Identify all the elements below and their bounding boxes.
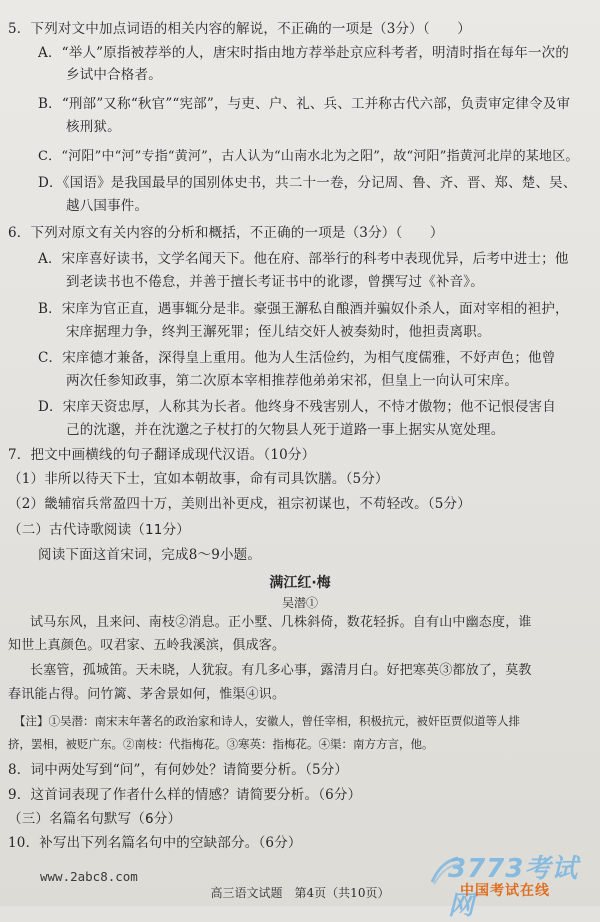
q6-option-b-line1: B．宋庠为官正直，遇事辄分是非。豪强王澥私自酿酒并骗奴仆杀人，面对宰相的袒护， (38, 301, 569, 317)
q6-option-c-line2: 两次任参知政事，第二次原本宰相推荐他弟弟宋祁，但皇上一向认可宋庠。 (66, 373, 519, 389)
q5-option-a-line1: A．“举人”原指被荐举的人，唐宋时指由地方荐举赴京应科考者，明清时指在每年一次的 (38, 45, 570, 61)
q8-stem: 8．词中两处写到“问”，有何妙处？请简要分析。（5分） (8, 762, 349, 778)
page-footer: 高三语文试题 第4页（共10页） (210, 886, 390, 900)
poem-title: 满江红·梅 (269, 575, 331, 591)
q6-option-d-line1: D．宋庠天资忠厚，人称其为长者。他终身不残害别人，不恃才傲物；他不记恨侵害自 (38, 399, 556, 415)
q6-option-c-line1: C．宋庠德才兼备，深得皇上重用。他为人生活俭约，为相气度儒雅，不妤声色；他曾 (38, 350, 556, 366)
q5-option-d-line1: D．《国语》是我国最早的国别体史书，共二十一卷，分记周、鲁、齐、晋、郑、楚、吴、 (38, 175, 577, 191)
watermark-url: www.2abc8.com (40, 869, 138, 884)
poem-author: 吴潜① (281, 596, 318, 610)
logo-big-text: 3773考试网 (448, 854, 579, 921)
logo-small-text: 中国考试在线 (460, 883, 550, 899)
q7-stem: 7．把文中画横线的句子翻译成现代汉语。（10分） (8, 447, 316, 463)
q6-option-b-line2: 宋庠据理力争，终判王澥死罪；侄儿结交奸人被奏劾时，他担责离职。 (66, 324, 491, 340)
q5-option-c: C．“河阳”中“河”专指“黄河”，古人认为“山南水北为之阳”，故“河阳”指黄河北岸的某地区。 (38, 149, 579, 164)
q5-stem: 5．下列对文中加点词语的相关内容的解说，不正确的一项是（3分）（ ） (8, 21, 471, 37)
q5-option-d-line2: 越八国事件。 (66, 198, 149, 214)
part2-instruction: 阅读下面这首宋词，完成8～9小题。 (38, 547, 262, 563)
poem-line-4: 春讯能占得。问竹篱、茅舍景如何，惟渠④识。 (8, 687, 286, 702)
q10-stem: 10．补写出下列名篇名句中的空缺部分。（6分） (8, 835, 302, 851)
annotation-line-1: 【注】①吴潜：南宋末年著名的政治家和诗人，安徽人，曾任宰相，积极抗元，被奸臣贾似道等人排 (14, 714, 520, 728)
q6-option-d-line2: 己的沈邈，并在沈邈之子杖打的欠物县人死于道路一事上据实从宽处理。 (66, 422, 505, 438)
q7-sentence-2: （2）畿辅宿兵常盈四十万，美则出补更戍，祖宗初谋也，不苟轻改。（5分） (8, 496, 471, 512)
q6-stem: 6．下列对原文有关内容的分析和概括，不正确的一项是（3分）（ ） (8, 225, 444, 241)
q5-option-a-line2: 乡试中合格者。 (66, 67, 162, 83)
poem-line-1: 试马东风，且来问、南枝②消息。正小墅、几株斜倚，数花轻拆。自有山中幽态度，谁 (30, 615, 532, 630)
part3-heading: （三）名篇名句默写（6分） (8, 811, 182, 827)
poem-line-3: 长塞管，孤城笛。天未晓，人犹寂。有几多心事，露清月白。好把寒英③都放了，莫教 (30, 663, 532, 678)
q6-option-a-line1: A．宋庠喜好读书，文学名闻天下。他在府、部举行的科考中表现优异，后考中进士；他 (38, 251, 569, 267)
poem-line-2: 知世上真颜色。叹君家、五岭我溪滨，俱成客。 (8, 638, 286, 653)
q7-sentence-1: （1）非所以待天下士，宜如本朝故事，命有司具饮膳。（5分） (8, 471, 389, 487)
q9-stem: 9．这首词表现了作者什么样的情感？请简要分析。（6分） (8, 787, 362, 803)
q6-option-a-line2: 到老读书也不倦怠，并善于擅长考证书中的讹谬，曾撰写过《补音》。 (66, 274, 484, 290)
part2-heading: （二）古代诗歌阅读（11分） (8, 522, 190, 538)
q5-option-b-line1: B．“刑部”又称“秋官”“宪部”，与吏、户、礼、兵、工并称古代六部，负责审定律令及审 (38, 96, 571, 112)
annotation-line-2: 挤，罢相，被贬广东。②南枝：代指梅花。③寒英：指梅花。④渠：南方方言，他。 (8, 737, 434, 751)
q5-option-b-line2: 核刑狱。 (66, 119, 121, 135)
